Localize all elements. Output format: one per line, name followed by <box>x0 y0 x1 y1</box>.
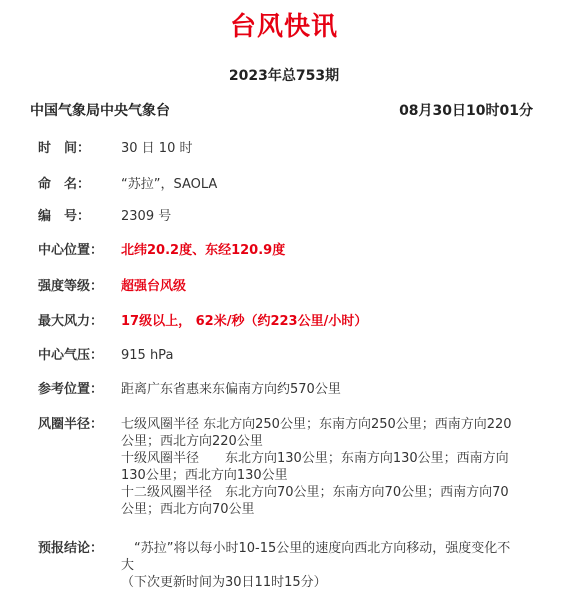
field-pressure-value: 915 hPa <box>121 348 174 363</box>
field-forecast-value <box>121 540 531 591</box>
field-intensity-label: 强度等级： <box>38 279 104 294</box>
field-name-value: “苏拉”，SAOLA <box>121 177 218 192</box>
wind-radius-line: 十二级风圈半径 东北方向70公里；东南方向70公里；西南方向70 <box>121 485 509 500</box>
forecast-line: “苏拉”将以每小时10-15公里的速度向西北方向移动，强度变化不 <box>121 541 511 556</box>
field-number-label: 编 号： <box>38 209 91 224</box>
forecast-line: 大 <box>121 558 135 573</box>
wind-radius-line: 130公里；西北方向130公里 <box>121 468 288 483</box>
issuing-agency: 中国气象局中央气象台 <box>30 103 170 119</box>
bulletin-title: 台风快讯 <box>229 12 338 42</box>
field-forecast-label: 预报结论： <box>38 541 104 556</box>
wind-radius-line: 公里；西北方向70公里 <box>121 502 255 517</box>
field-pressure-label: 中心气压： <box>38 348 104 363</box>
field-center-position-value: 北纬20.2度、东经120.9度 <box>121 243 286 258</box>
forecast-line: （下次更新时间为30日11时15分） <box>121 575 327 590</box>
field-name-label: 命 名： <box>38 177 91 192</box>
field-wind-radius-label: 风圈半径： <box>38 417 104 432</box>
issued-time: 08月30日10时01分 <box>399 103 533 119</box>
field-time-label: 时 间： <box>38 141 91 156</box>
field-center-position-label: 中心位置： <box>38 243 104 258</box>
field-number-value: 2309 号 <box>121 209 172 224</box>
issue-number: 2023年总753期 <box>228 68 340 84</box>
field-max-wind-label: 最大风力： <box>38 314 104 329</box>
wind-radius-line: 十级风圈半径 东北方向130公里；东南方向130公里；西南方向 <box>121 451 509 466</box>
field-reference-position-value: 距离广东省惠来东偏南方向约570公里 <box>121 382 341 397</box>
field-max-wind-value: 17级以上， 62米/秒（约223公里/小时） <box>121 314 368 329</box>
field-time-value: 30 日 10 时 <box>121 141 193 156</box>
field-intensity-value: 超强台风级 <box>121 279 187 294</box>
field-reference-position-label: 参考位置： <box>38 382 104 397</box>
wind-radius-line: 七级风圈半径 东北方向250公里；东南方向250公里；西南方向220 <box>121 417 512 432</box>
field-wind-radius-value <box>121 416 531 518</box>
wind-radius-line: 公里；西北方向220公里 <box>121 434 263 449</box>
